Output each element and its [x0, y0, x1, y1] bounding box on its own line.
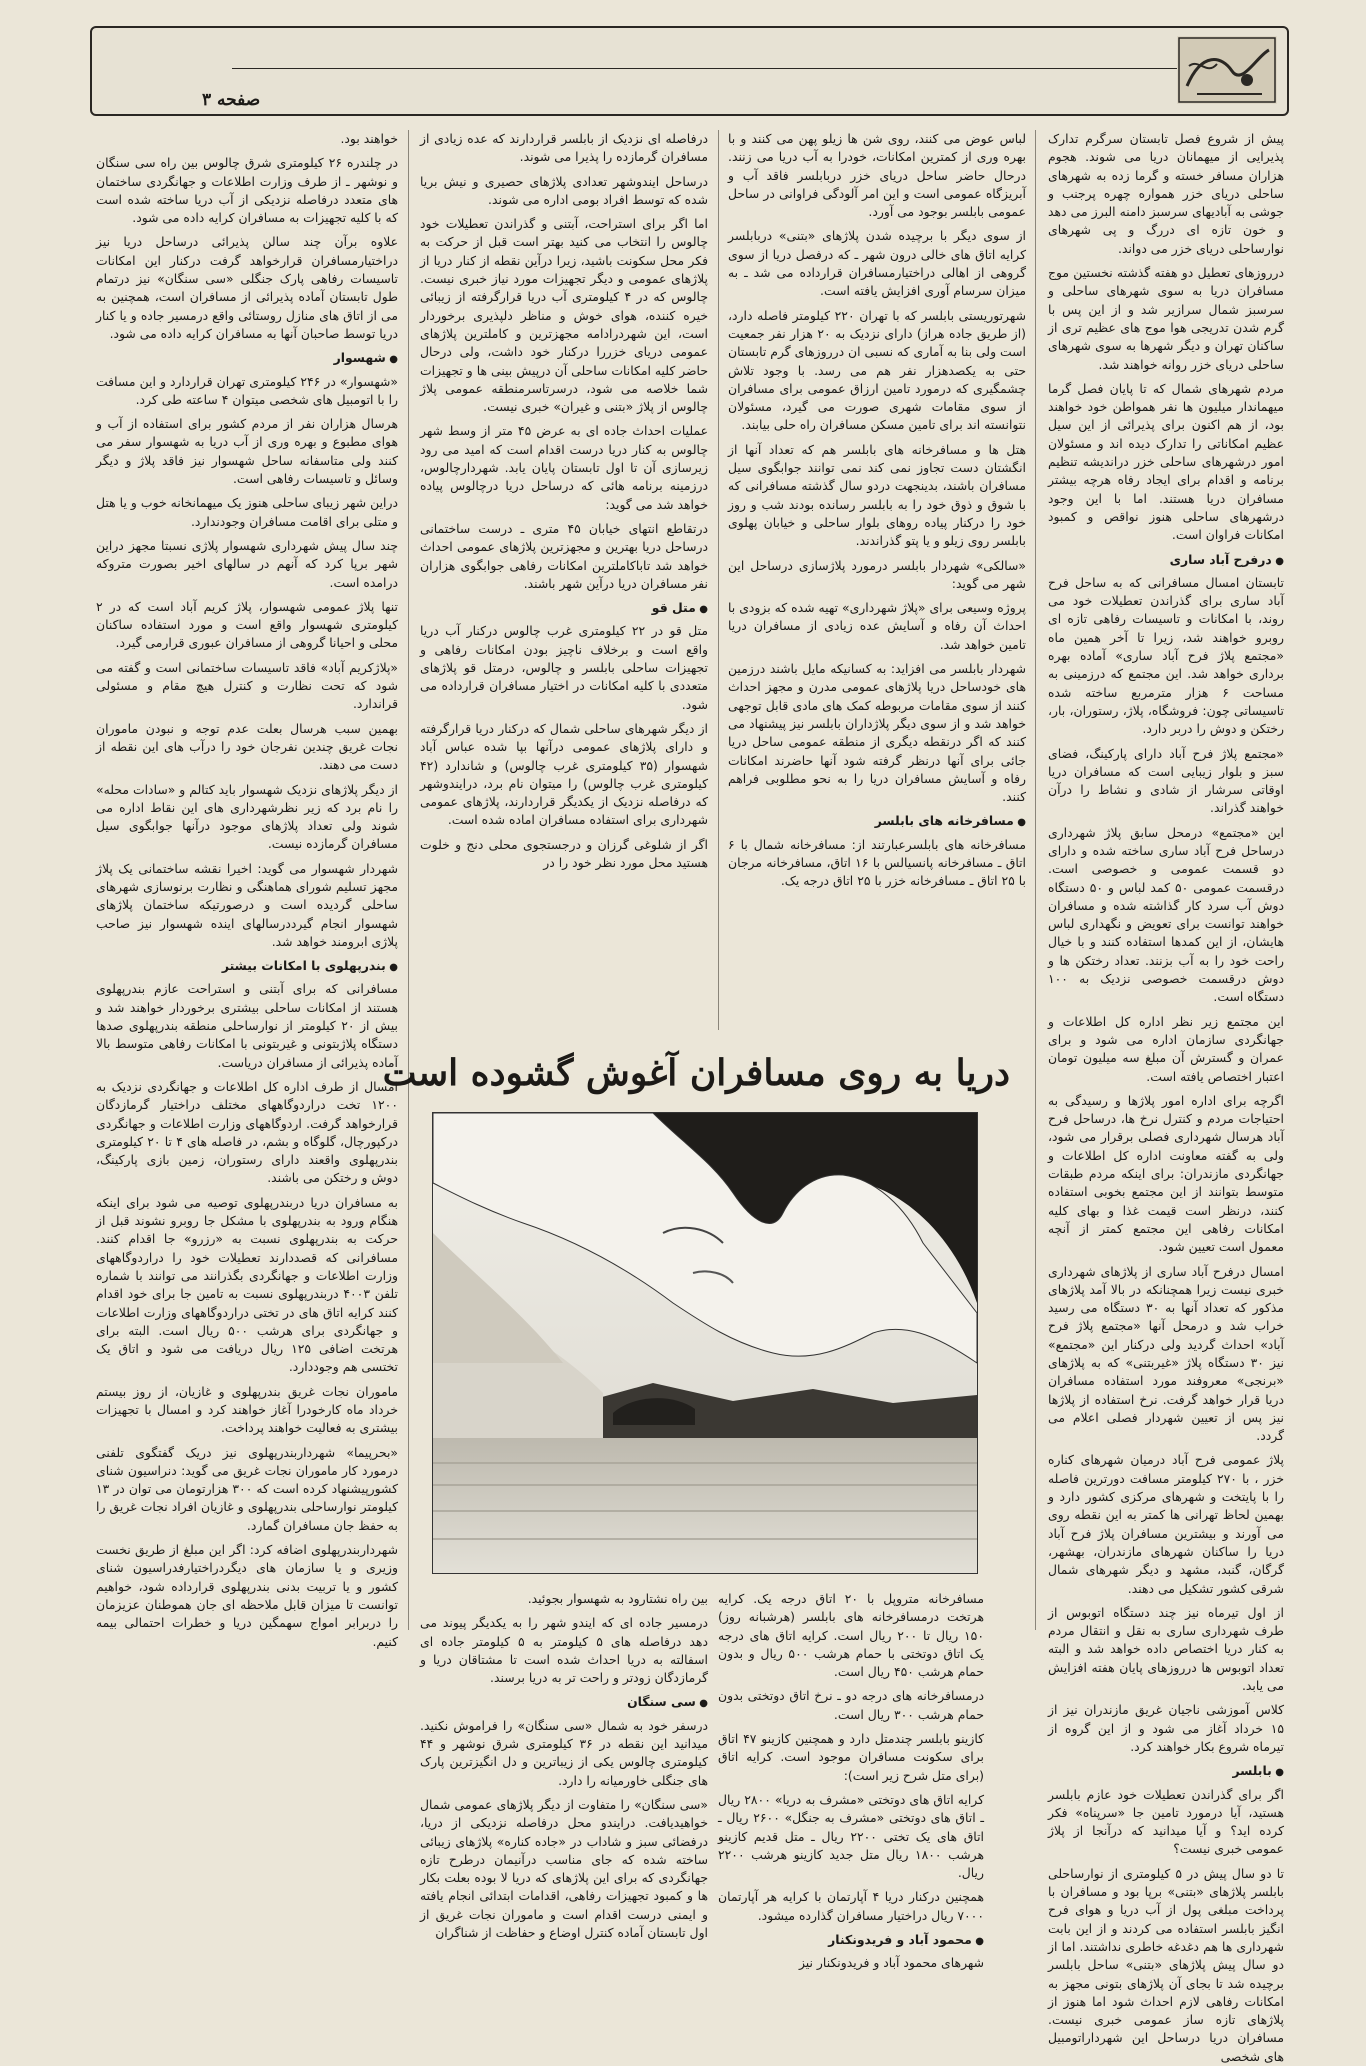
paragraph: این مجتمع زیر نظر اداره کل اطلاعات و جهانگردی سازمان اداره می شود و برای عمران و گسترش آن مبلغ سه میلیون تومان اعتبار اختصاص یافته است.	[1048, 1013, 1284, 1084]
header-rule	[232, 68, 1247, 69]
paragraph: تابستان امسال مسافرانی که به ساحل فرح آباد ساری برای گذراندن تعطیلات خود می روند، با امکانات و تاسیسات رفاهی تازه ای روبرو خواهند شد، زیرا تا آخر همین ماه «مجتمع پلاژ فرح آباد ساری» آماده بهره برداری خواهد شد. این مجتمع که درزمینی به مساحت ۶ هزار مترمربع ساخته شده تاسیساتی چون: فروشگاه، پلاژ، رستوران، بار، رختکن و دوش را دربر دارد.	[1048, 574, 1285, 737]
paragraph: بهمین سبب هرسال بعلت عدم توجه و نبودن ماموران نجات غریق چندین نفرجان خود را درآب های این نقطه از دست می دهند.	[96, 720, 398, 773]
paragraph: چند سال پیش شهرداری شهسوار پلاژی نسبتا مجهز دراین شهر برپا کرد که آنهم در سالهای اخیر بصورت متروکه درامده است.	[96, 537, 398, 590]
section-subhead: ● مسافرخانه های بابلسر	[728, 812, 1026, 832]
column-rule	[408, 130, 409, 1630]
paragraph: «سی سنگان» را متفاوت از دیگر پلاژهای عمومی شمال خواهیدیافت. درایندو محل درفاصله نزدیکی از دریا، درفضائی سبز و شاداب در «جاده کناره» پلاژهای زیبائی ساخته شده که جای مناسب درآنیمان درطرح تازه جهانگردی که برای این پلاژهای که دریا لا بوده بعلت بکار ها و کمبود تجهیزات رفاهی، اقدامات ابتدائی انجام یافته و ایمنی درست اقدام است و ماموران نجات غریق از اول تابستان آماده کنترل اوضاع و حفاظت از شناگران	[420, 1796, 708, 1941]
paragraph: این «مجتمع» درمحل سابق پلاژ شهرداری درساحل فرح آباد ساری ساخته شده و دارای دو قسمت عمومی و خصوصی است. درقسمت عمومی ۵۰ کمد لباس و ۵۰ دستگاه دوش آب سرد کار گذاشته شده و مسافران خواهند توانست برای تعویض و نگهداری لباس هایشان، از این کمدها استفاده کنند و با خیال راحت خود را به آب بزنند. تعداد رختکن ها و دوش درقسمت خصوصی نزدیک به ۱۰۰ دستگاه است.	[1048, 824, 1285, 1005]
paragraph: تا دو سال پیش در ۵ کیلومتری از نوارساحلی بابلسر پلاژهای «بتنی» برپا بود و مسافران با پرداخت مبلغی پول از آب دریا و هوای فرح انگیز بابلسر استفاده می کردند و از این بابت شهرداری ها هم دغدغه خاطری نداشتند. اما از دو سال پیش پلاژهای «بتنی» ساحل بابلسر برچیده شد تا بجای آن پلاژهای بتونی مجهز به امکانات رفاهی لازم احداث شود اما هنوز از پلاژهای تازه ساز عمومی خبری نیست. مسافران دریا درساحل این شهرداراتومبیل های شخصی	[1048, 1865, 1284, 2064]
paragraph: درسفر خود به شمال «سی سنگان» را فراموش نکنید. میدانید این نقطه در ۳۶ کیلومتری شرق نوشهر و ۴۴ کیلومتری چالوس یکی از زیباترین و دل انگیزترین پارک های جنگلی خاورمیانه را دارد.	[420, 1717, 708, 1788]
paragraph: مسافرانی که برای آبتنی و استراحت عازم بندرپهلوی هستند از امکانات ساحلی بیشتری برخوردار خواهند شد و بیش از ۲۰ کیلومتر از نوارساحلی منطقه بندرپهلوی صدها دستگاه پلاژبتونی و غیربتونی با امکانات رفاهی متوسط بالا آماده پذیرائی از مسافران دریاست.	[96, 981, 398, 1070]
paragraph: تنها پلاژ عمومی شهسوار، پلاژ کریم آباد است که در ۲ کیلومتری شهسوار واقع است و مورد استفاده ساکنان محلی و احیانا گروهی از مسافران عبوری قرارمی گیرد.	[96, 598, 398, 651]
paragraph: مسافرخانه متروپل با ۲۰ اتاق درجه یک. کرایه هرتخت درمسافرخانه های بابلسر (هرشبانه روز) ۱۵۰ ریال تا ۲۰۰ ریال است. کرایه اتاق های درجه یک اتاق دوتختی با حمام هرشب ۵۰۰ ریال و بدون حمام هرشب ۴۵۰ ریال است.	[718, 1591, 984, 1680]
paragraph: درمسیر جاده ای که ایندو شهر را به یکدیگر پیوند می دهد درفاصله های ۵ کیلومتر به ۵ کیلومتر جاده ای اسفالته به دریا احداث شده است تا مشتاقان دریا و گرمازدگان زودتر و راحت تر به دریا برسند.	[420, 1615, 708, 1686]
paragraph: «بحرپیما» شهرداربندرپهلوی نیز دریک گفتگوی تلفنی درمورد کار ماموران نجات غریق می گوید: دنراسیون شنای کشورپیشنهاد کرده است که ۳۰۰ هزارتومان می توان در ۱۳ کیلومتر نوارساحلی بندرپهلوی و غازیان افراد نجات غریق را به حفظ جان مسافران گمارد.	[96, 1444, 398, 1533]
section-subhead: ● شهسوار	[96, 349, 398, 369]
paragraph: از دیگر شهرهای ساحلی شمال که درکنار دریا قرارگرفته و دارای پلاژهای عمومی درآنها بپا شده عباس آباد شهسوار (۳۵ کیلومتری غرب چالوس) و شاندارد (۴۲ کیلومتری غرب چالوس) را میتوان نام برد، درایندوشهر که درفاصله نزدیک از یکدیگر قراردارند، پلاژهای عمومی شهرداری برای استفاده مسافران اماده شده است.	[420, 720, 708, 828]
article-column-1	[1048, 130, 1285, 2064]
logo-emblem-icon	[1177, 36, 1277, 104]
paragraph: شهرتوریستی بابلسر که با تهران ۲۲۰ کیلومتر فاصله دارد، (از طریق جاده هراز) دارای نزدیک به ۲۰ هزار نفر جمعیت است ولی بنا به آماری که نسبی ان درروزهای گرم تابستان حتی به یکصدهزار نفر هم می رسد. با وجود تلاش چشمگیری که درمورد تامین ارزاق عمومی برای مسافران از سوی مقامات شهری صورت می گیرد، مسئولان نتوانسته اند برای تامین مسکن مسافران راه حلی بیابند.	[728, 307, 1027, 433]
page-number: صفحه ۳	[202, 90, 261, 110]
woman-lake-photo	[432, 1112, 978, 1574]
paragraph: هرسال هزاران نفر از مردم کشور برای استفاده از آب و هوای مطبوع و بهره وری از آب دریا به شهسوار سفر می کنند ولی متاسفانه ساحل شهسوار نیز فاقد پلاژ و دیگر وسائل و تاسیسات رفاهی است.	[96, 416, 398, 487]
paragraph: درفاصله ای نزدیک از بابلسر قراردارند که عده زیادی از مسافران گرمازده را پذیرا می شوند.	[420, 131, 708, 165]
paragraph: خواهند بود.	[340, 131, 398, 146]
paragraph: پروژه وسیعی برای «پلاژ شهرداری» تهیه شده که بزودی با احداث آن رفاه و آسایش عده زیادی از مسافران دریا تامین خواهد شد.	[728, 600, 1026, 652]
section-subhead: ● سی سنگان	[420, 1693, 708, 1713]
paragraph: «شهسوار» در ۲۴۶ کیلومتری تهران قراردارد و این مسافت را با اتومبیل های شخصی میتوان ۴ ساعته طی کرد.	[96, 373, 399, 407]
paragraph: کازینو بابلسر چندمتل دارد و همچنین کازینو ۴۷ اتاق برای سکونت مسافران موجود است. کرایه اتاق (برای متل شرح زیر است):	[718, 1731, 985, 1783]
paragraph: اگرچه برای اداره امور پلاژها و رسیدگی به احتیاجات مردم و کنترل نرخ ها، درساحل فرح آباد هرسال شهرداری فصلی برقرار می شود، ولی به گفته معاونت اداره کل اطلاعات و جهانگردی مازندران: برای اینکه مردم طبقات متوسط بتوانند از این مجتمع بخوبی استفاده کنند، درنظر است قیمت غذا و بهای کلیه امکانات رفاهی این مجتمع کمتر از آنچه معمول است تعیین شود.	[1048, 1092, 1284, 1255]
paragraph: امسال از طرف اداره کل اطلاعات و جهانگردی نزدیک به ۱۲۰۰ تخت دراردوگاههای مختلف دراختیار گرمازدگان قرارخواهد گرفت. اردوگاههای وزارت اطلاعات و جهانگردی درکپورچال، گلوگاه و بشم، در فاصله های ۴ تا ۲۰ کیلومتری بندرپهلوی واقعند دارای رستوران، زمین بازی پارکینگ، دوش و رختکن می باشند.	[96, 1078, 398, 1186]
section-subhead: ● درفرح آباد ساری	[1048, 551, 1284, 571]
paragraph: درتقاطع انتهای خیابان ۴۵ متری ـ درست ساختمانی درساحل دریا بهترین و مجهزترین پلاژهای عمومی احداث خواهد شد تاباکاملترین امکانات رفاهی جوابگوی هزاران نفر مسافران دریا درآین شهر باشند.	[420, 520, 708, 591]
section-subhead: ● متل قو	[420, 599, 708, 619]
paragraph: «سالکی» شهردار بابلسر درمورد پلاژسازی درساحل این شهر می گوید:	[728, 557, 1026, 591]
paragraph: علاوه برآن چند سالن پذیرائی درساحل دریا نیز دراختیارمسافران قرارخواهد گرفت درکنار این امکانات تاسیسات رفاهی پارک جنگلی «سی سنگان» نیز درتمام طول تابستان آماده پذیرائی از مسافران است، همچنین به می از اتاق های منازل روستائی واقع درمسیر جاده و یا کنار دریا توسط صاحبان آنها به مسافران کرایه داده می شود.	[96, 234, 398, 341]
paragraph: از اول تیرماه نیز چند دستگاه اتوبوس از طرف شهرداری ساری به نقل و انتقال مردم به کنار دریا اختصاص داده خواهد شد و البته تعداد اتوبوس ها درروزهای پایان هفته افزایش می یابد.	[1048, 1604, 1284, 1694]
paragraph: از دیگر پلاژهای نزدیک شهسوار باید کتالم و «سادات محله» را نام برد که زیر نظرشهرداری های این نقاط اداره می شوند ولی تعداد پلاژهای موجود درآنها جوابگوی سیل مسافران گرمازده نیست.	[96, 781, 398, 852]
paragraph: در چلندره ۲۶ کیلومتری شرق چالوس بین راه سی سنگان و نوشهر ـ از طرف وزارت اطلاعات و جهانگردی ساختمان های متعدد درفاصله نزدیکی از آب دریا ساخته شده است که با کلیه تجهیزات به مسافران کرایه داده می شود.	[96, 155, 398, 226]
paragraph: «مجتمع پلاژ فرح آباد دارای پارکینگ، فضای سبز و بلوار زیبایی است که مسافران دریا اوقاتی سرشار از شادی و نشاط را درآن خواهند گذراند.	[1048, 745, 1284, 816]
paragraph: درساحل ایندوشهر تعدادی پلاژهای حصیری و نیش بریا شده که توسط افراد بومی اداره می شوند.	[420, 173, 708, 207]
paragraph: پلاژ عمومی فرح آباد درمیان شهرهای کناره خزر ، با ۲۷۰ کیلومتر مسافت دورترین فاصله را با پایتخت و شهرهای مرکزی کشور دارد و بهمین لحاظ تهرانی ها کمتر به این نقطه روی می آورند و بیشترین مسافران پلاژ فرح آباد دریا را ساکنان شهرهای مازندران، بهشهر، گرگان، گنبد، مشهد و دیگر شهرهای شمال شرقی کشور تشکیل می دهند.	[1048, 1452, 1284, 1596]
paragraph: درمسافرخانه های درجه دو ـ نرخ اتاق دوتختی بدون حمام هرشب ۳۰۰ ریال است.	[718, 1688, 984, 1722]
paragraph: شهرهای محمود آباد و فریدونکنار نیز	[798, 1955, 984, 1971]
paragraph: مسافرخانه های بابلسرعبارتند از: مسافرخانه شمال با ۶ اتاق ـ مسافرخانه پانسیالس با ۱۶ اتاق، مسافرخانه مرجان با ۲۵ اتاق ـ مسافرخانه خزر با ۲۵ اتاق درجه یک.	[728, 836, 1026, 889]
paragraph: لباس عوض می کنند، روی شن ها زیلو پهن می کنند و با بهره وری از کمترین امکانات، خودرا به آب دریا می زنند. درحال حاضر ساحل دریای خزر دربابلسر فاقد آب و آبریزگاه عمومی است و این امر آلودگی فراوانی در ساحل عمومی بابلسر بوجود می آورد.	[728, 131, 1026, 220]
paragraph: هتل ها و مسافرخانه های بابلسر هم که تعداد آنها از انگشتان دست تجاوز نمی کند نمی توانند جوابگوی سیل مسافران باشند، بدینجهت دردو سال گذشته مسافرانی که با شوق و ذوق خود را به بابلسر رسانده بودند شب و روز خود را درکنار پیاده روهای بلوار ساحلی و خیابان پهلوی بابلسر روی زیلو و یا پتو گذراندند.	[728, 441, 1026, 549]
article-column-3	[420, 130, 708, 1028]
paragraph: شهرداربندرپهلوی اضافه کرد: اگر این مبلغ از طریق نخست وزیری و یا سازمان های دیگردراختیارفدراسیون شنای کشور و یا تربیت بدنی بندرپهلوی قرارداده شود، خواهیم توانست تا میزان قابل ملاحظه ای جان هموطنان عزیزمان را دربرابر امواج سهمگین دریا و خطرات احتمالی بیمه کنیم.	[96, 1542, 398, 1649]
paragraph: مردم شهرهای شمال که تا پایان فصل گرما میهماندار میلیون ها نفر همواطن خود خواهند بود، از هم اکنون برای پذیرائی از این سیل عظیم امکاناتی را تدارک دیده اند و مسئولان امور درشهرهای ساحلی خزر درانديشه تنظیم برنامه و اقدام برای ایجاد رفاه هرچه بیشتر مسافران دریا هستند. اما با این وجود درشهرهای ساحلی هنوز نواقص و کمبود امکانات فراوان است.	[1048, 380, 1284, 543]
paragraph: اگر از شلوغی گرزان و درجستجوی محلی دنج و خلوت هستید محل مورد نظر خود را در	[420, 836, 708, 870]
paragraph: عملیات احداث جاده ای به عرض ۴۵ متر از وسط شهر چالوس به کنار دریا درست اقدام است که امید می رود زیرسازی آن تا اول تابستان پایان یابد. شهردارچالوس، درزمینه برنامه هائی که درساحل دریا درچالوس پیاده خواهد شد می گوید:	[420, 423, 708, 512]
ettelaat-logo	[1177, 36, 1277, 104]
section-subhead: ● محمود آباد و فریدونکنار	[718, 1931, 984, 1951]
paragraph: اما اگر برای استراحت، آبتنی و گذراندن تعطیلات خود چالوس را انتخاب می کنید بهتر است قبل از حرکت به فکر محل سکونت باشید، زیرا درآین نقطه از کنار دریا از پلاژهای عمومی و دیگر تجهیزات مورد نیاز خبری نیست. چالوس که در ۴ کیلومتری آب دریا قرارگرفته از زیبائی خیره کننده، هوای خوش و مناظر دلپذیری برخوردار است، این شهردرادامه مجهزترین و کاملترین پلاژهای عمومی دریای خزررا درکنار خود داشت، ولی درحال حاضر کلیه امکانات ساحلی آن درپیش بینی ها و تجهیزات شما خلاصه می شود، درسرتاسرمنطقه عمومی پلاژ چالوس از پلاژ «بتنی و غیران» خبری نیست.	[420, 216, 708, 415]
paragraph: پیش از شروع فصل تابستان سرگرم تدارک پذیرایی از میهمانان دریا می شوند. هجوم هزاران مسافر خسته و گرما زده به شهرهای ساحلی دریای خزر همواره چهره پرجنب و جوشی به آبادیهای سرسبز دامنه البرز می دهد و خون تازه ای دررگ و پی شهرهای نوارساحلی دریای خزر می دواند.	[1048, 131, 1284, 256]
paragraph: شهردار شهسوار می گوید: اخیرا نقشه ساختمانی یک پلاژ مجهز تسلیم شورای هماهنگی و نظارت برنوسازی شهرهای ساحلی گردیده است و درصورتیکه ساختمان پلاژهای شهسوار انجام گیرددرسالهای اینده شهسوار نیز صاحب پلاژی ابرومند خواهد شد.	[96, 860, 398, 949]
paragraph: به مسافران دریا دربندرپهلوی توصیه می شود برای اینکه هنگام ورود به بندرپهلوی با مشکل جا روبرو نشوند قبل از حرکت به بندرپهلوی نسبت به «رزرو» جا اقدام کنند. مسافرانی که قصددارند تعطیلات خود را دراردوگاههای وزارت اطلاعات و جهانگردی بگذرانند می توانند با شماره تلفن ۴۰۰۳ دربندرپهلوی نسبت به تامین جا برای خود اقدام کنند کرایه اتاق های در تختی دراردوگاههای وزارت اطلاعات و جهانگردی برای هرشب ۵۰۰ ریال است. البته برای هرتخت اضافی ۱۲۵ ریال دریافت می شود و اتاق یک تختسی هم وجوددارد.	[96, 1194, 398, 1375]
page-header	[90, 26, 1289, 116]
article-headline: دریا به روی مسافران آغوش گشوده است	[382, 1052, 1010, 1094]
paragraph: همچنین درکنار دریا ۴ آپارتمان با کرایه هر آپارتمان ۷۰۰۰ ریال دراختیار مسافران گذارده میشود.	[718, 1889, 984, 1923]
section-subhead: ● بابلسر	[1048, 1762, 1284, 1782]
article-column-bottom-2	[420, 1590, 708, 2040]
column-rule	[1035, 130, 1036, 1630]
column-rule	[718, 130, 719, 1030]
paragraph: متل قو در ۲۲ کیلومتری غرب چالوس درکنار آب دریا واقع است و برخلاف ناچیز بودن امکانات رفاهی و تجهیزات ساحلی بابلسر و چالوس، درمتل قو پلاژهای متعددی با کلیه امکانات در اختیار مسافران قرارداده می شود.	[420, 623, 708, 712]
paragraph: اگر برای گذراندن تعطیلات خود عازم بابلسر هستید، آیا درمورد تامین جا «سرپناه» فکر کرده اید؟ و آیا میدانید که درآنجا از پلاژ عمومی خبری نیست؟	[1048, 1786, 1284, 1857]
paragraph: شهردار بابلسر می افزاید: به کسانیکه مایل باشند درزمین های خودساحل دریا پلاژهای عمومی مدرن و مجهز احداث کنند از سوی مقامات مربوطه کمک های مادی قابل توجهی خواهد شد و از سوی دیگر پلاژداران بابلسر نیز پیشنهاد می کنند که اگر درنقطه دیگری از منطقه عمومی ساحل دریا جائی برای آنها درنظر گرفته شود آنها حاضرند امکانات رفاه و آسایش مسافران دریا را به نحو مطلوبی فراهم کنند.	[728, 661, 1026, 805]
paragraph: ماموران نجات غریق بندرپهلوی و غازیان، از روز بیستم خرداد ماه کارخودرا آغاز خواهند کرد و امسال با تجهیزات بیشتری به فعالیت خواهند پرداخت.	[96, 1383, 398, 1436]
paragraph: بین راه نشتارود به شهسوار بجوئید.	[527, 1591, 708, 1606]
article-column-4	[96, 130, 398, 2030]
paragraph: کرایه اتاق های دوتختی «مشرف به دریا» ۲۸۰۰ ریال ـ اتاق های دوتختی «مشرف به جنگل» ۲۶۰۰ ریال ـ اتاق های یک تختی ۲۲۰۰ ریال ـ متل قدیم کازینو هرشب ۱۸۰۰ ریال متل جدید کازینو هرشب ۲۲۰۰ ریال.	[718, 1791, 984, 1881]
article-column-2	[728, 130, 1026, 1028]
section-subhead: ● بندرپهلوی با امکانات بیشتر	[96, 957, 398, 977]
paragraph: «پلاژکریم آباد» فاقد تاسیسات ساختمانی است و گفته می شود که تحت نظارت و کنترل هیچ مقام و مسئولی قراندارد.	[96, 659, 398, 712]
paragraph: دراین شهر زیبای ساحلی هنوز یک میهمانخانه خوب و یا هتل و متلی برای اقامت مسافران وجودندارد.	[96, 495, 398, 529]
article-column-bottom-1	[718, 1590, 984, 2040]
paragraph: امسال درفرح آباد ساری از پلاژهای شهرداری خبری نیست زیرا همچنانکه در بالا آمد پلاژهای مذکور که تعداد آنها به ۳۰ دستگاه می رسید خراب شد و درمحل آنها «مجتمع پلاژ فرح آباد» احداث گردید ولی درکنار این «مجتمع» نیز ۳۰ دستگاه پلاژ «غیربتنی» که به پلاژهای «برنجی» معروفند مورد استفاده مسافران دریا قرار خواهد گرفت. نرخ استفاده از پلاژها نیز پس از تعیین شهردار فصلی اعلام می گردد.	[1048, 1263, 1284, 1444]
paragraph: از سوی دیگر با برچیده شدن پلاژهای «بتنی» دربابلسر کرایه اتاق های خالی درون شهر ـ که درفصل دریا از سوی گروهی از اهالی دراختیارمسافران قرارداده می شد ـ به میزان سرسام آوری افزایش یافته است.	[728, 228, 1026, 299]
paragraph: کلاس آموزشی ناجیان غریق مازندران نیز از ۱۵ خرداد آغاز می شود و از این گروه از تیرماه شروع بکار خواهند کرد.	[1048, 1702, 1284, 1754]
paragraph: درروزهای تعطیل دو هفته گذشته نخستین موج مسافران دریا به سوی شهرهای ساحلی و سرسبز شمال سرازیر شد و از این پس با گرم شدن تدریجی هوا موج های عظیم تری از ساکنان تهران و دیگر شهرها به سوی شهرهای ساحلی دریای خزر روانه خواهند شد.	[1048, 265, 1284, 372]
